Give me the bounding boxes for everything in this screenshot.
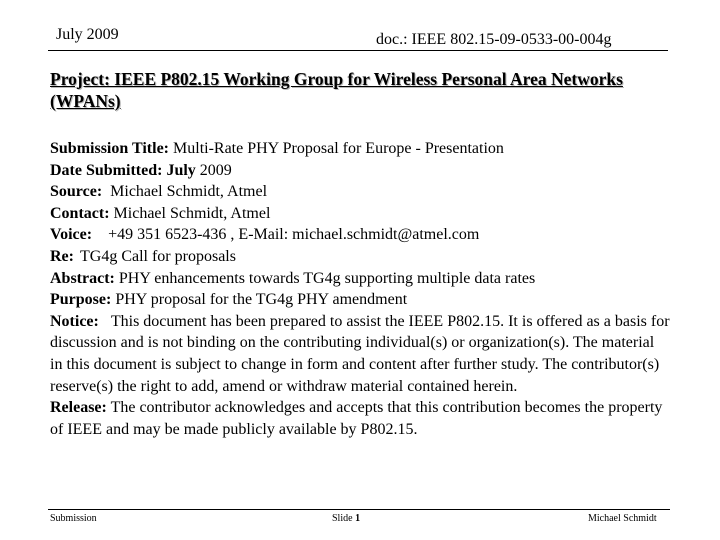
- field-label: Abstract:: [50, 269, 115, 287]
- field-abstract: [50, 268, 670, 290]
- footer-slide-label: Slide: [332, 513, 353, 524]
- footer-slide-number: 1: [355, 513, 361, 524]
- field-release: [50, 397, 670, 440]
- field-label: Re:: [50, 247, 74, 265]
- field-notice: [50, 311, 670, 397]
- field-value: The contributor acknowledges and accepts that this contribution becomes the property of IEEE and may be made publicly available by P802.15.: [50, 399, 663, 438]
- field-value: Michael Schmidt, Atmel: [113, 204, 271, 222]
- field-value: +49 351 6523-436 , E-Mail: michael.schmidt@atmel.com: [108, 226, 480, 244]
- field-label: Source:: [50, 183, 103, 201]
- project-title: Project: IEEE P802.15 Working Group for Wireless Personal Area Networks (WPANs): [50, 69, 623, 111]
- field-label: Purpose:: [50, 291, 112, 309]
- field-re: [50, 246, 670, 268]
- header-doc-id: doc.: IEEE 802.15-09-0533-00-004g: [376, 31, 612, 48]
- field-submission-title: [50, 138, 670, 160]
- field-source: [50, 181, 670, 203]
- field-label: Contact:: [50, 204, 110, 222]
- field-contact: [50, 203, 670, 225]
- field-label: Release:: [50, 399, 107, 417]
- field-voice: [50, 224, 670, 246]
- footer-author: Michael Schmidt: [588, 513, 657, 524]
- field-value: This document has been prepared to assist the IEEE P802.15. It is offered as a basis for discussion and is not binding on the contributing individual(s) or organization(s). The material in this document is subject to change in form and content after further study. The contributor(s) reserve(s) the right to add, amend or withdraw material contained herein.: [50, 312, 670, 395]
- field-value: PHY enhancements towards TG4g supporting multiple data rates: [118, 269, 536, 287]
- footer-rule: [48, 509, 670, 510]
- field-label: Submission Title:: [50, 140, 170, 157]
- submission-fields: [50, 138, 670, 440]
- field-label: Notice:: [50, 312, 99, 330]
- field-label: Date Submitted: July: [50, 161, 196, 179]
- field-value: TG4g Call for proposals: [79, 247, 236, 265]
- header-rule: [48, 50, 668, 51]
- header-date: July 2009: [56, 26, 119, 43]
- field-date-submitted: [50, 160, 670, 182]
- field-label: Voice:: [50, 226, 93, 244]
- footer-slide: [332, 513, 360, 524]
- field-value: Michael Schmidt, Atmel: [110, 183, 268, 201]
- field-value: Multi-Rate PHY Proposal for Europe - Presentation: [173, 140, 504, 157]
- field-value: 2009: [199, 161, 232, 179]
- field-value: PHY proposal for the TG4g PHY amendment: [115, 291, 408, 309]
- field-purpose: [50, 289, 670, 311]
- footer-submission: Submission: [50, 513, 97, 524]
